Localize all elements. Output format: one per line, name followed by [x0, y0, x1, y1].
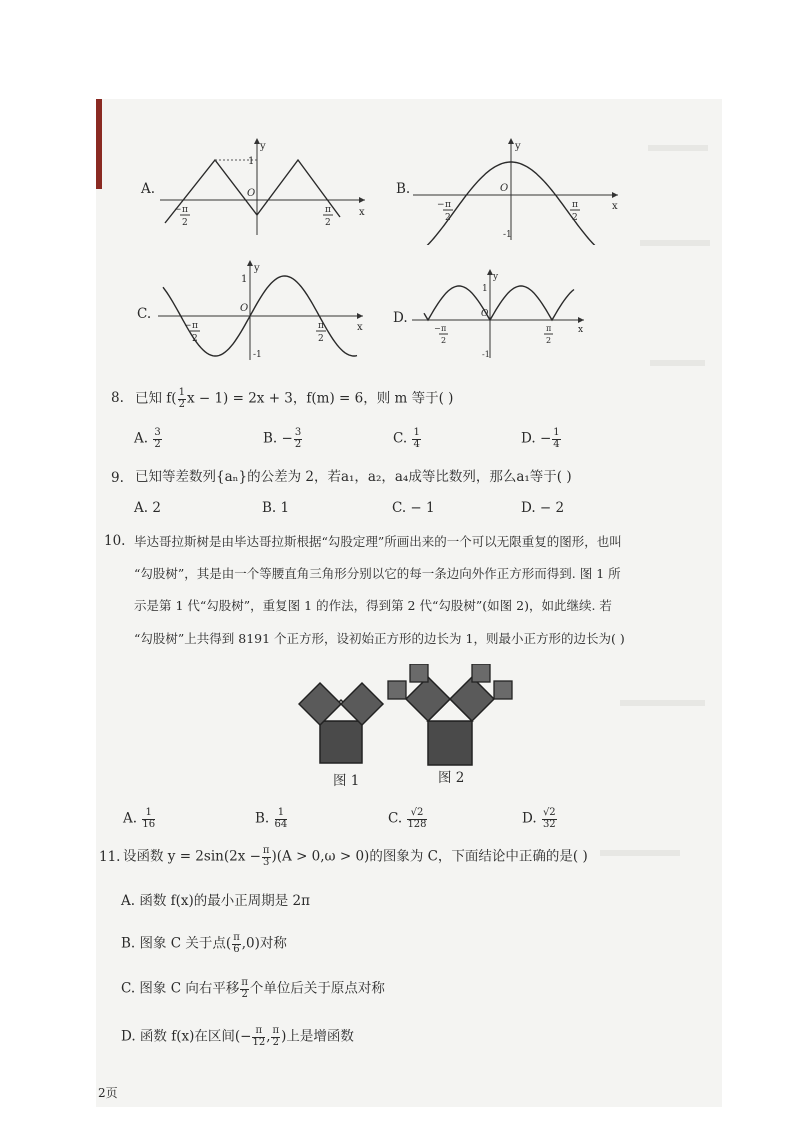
graph-c-x-label: x [357, 322, 363, 333]
graph-d-pi-left: π [441, 324, 447, 333]
graph-a-pi-left: π [182, 205, 188, 215]
graph-d-two-right: 2 [546, 336, 552, 345]
q11-stem: 设函数 y = 2sin(2x − $\frac{\pi}{3}$ )(A > 0,ω > 0)的图象为 C，下面结论中正确的是( ) [123, 845, 588, 868]
graph-a-one: 1 [248, 156, 255, 167]
graph-d-two-left: 2 [441, 336, 447, 345]
bleed-through-text [640, 240, 710, 246]
graph-d-one: 1 [482, 284, 488, 294]
graph-d-origin: O [481, 309, 489, 319]
graph-c-one: 1 [241, 274, 248, 285]
graph-c-pi-right: π [318, 321, 324, 331]
q9-stem: 已知等差数列{aₙ}的公差为 2，若a₁，a₂，a₄成等比数列，那么a₁等于( ) [135, 469, 572, 485]
graph-b-origin: O [500, 183, 509, 194]
graph-d-neg-sign: − [434, 324, 441, 333]
bleed-through-text [650, 360, 705, 366]
q10-option-b: B. $\frac{1}{64}$ [255, 807, 288, 830]
q10-line-2: “勾股树”，其是由一个等腰直角三角形分别以它的每一条边向外作正方形而得到. 图 1 所 [134, 566, 621, 581]
graph-b-letter: B. [396, 181, 411, 197]
graph-b-pi-left: π [445, 200, 451, 210]
q9-number: 9. [111, 470, 124, 486]
figure-1-label: 图 1 [333, 773, 360, 789]
q10-number: 10. [104, 533, 126, 549]
graph-d-letter: D. [393, 310, 408, 326]
graph-a-two-right: 2 [325, 218, 331, 228]
graph-c-origin: O [240, 303, 249, 314]
q10-option-a: A. $\frac{1}{16}$ [123, 807, 156, 830]
q8-option-d: D. − $\frac{1}{4}$ [521, 427, 560, 450]
graph-c-y-label: y [254, 263, 260, 274]
q8-option-a: A. $\frac{3}{2}$ [134, 427, 161, 450]
q10-line-1: 毕达哥拉斯树是由毕达哥拉斯根据“勾股定理”所画出来的一个可以无限重复的图形，也叫 [134, 534, 622, 549]
q10-option-c: C. $\frac{√2}{128}$ [388, 807, 427, 830]
binding-edge [96, 99, 102, 189]
q10-option-d: D. $\frac{√2}{32}$ [522, 807, 556, 830]
graph-d-minus-one: -1 [482, 350, 490, 359]
graph-b [413, 135, 623, 245]
q11-option-b: B. 图象 C 关于点( $\frac{\pi}{6}$ ,0)对称 [121, 932, 287, 955]
graph-c-two-right: 2 [318, 334, 324, 344]
graph-a-two-left: 2 [182, 218, 188, 228]
graph-b-x-label: x [612, 201, 618, 212]
graph-c-neg-sign: − [184, 321, 192, 331]
graph-c-letter: C. [137, 306, 152, 322]
graph-b-neg-sign: − [437, 200, 445, 210]
bleed-through-text [648, 145, 708, 151]
graph-d-x-label: x [578, 325, 584, 335]
graph-a [160, 135, 370, 240]
graph-c-two-left: 2 [192, 334, 198, 344]
graph-a-x-label: x [359, 207, 365, 218]
graph-b-pi-right: π [572, 200, 578, 210]
q11-option-d: D. 函数 f(x)在区间(− $\frac{\pi}{12}$ , $\frac{\pi}{2}$ )上是增函数 [121, 1025, 354, 1048]
graph-a-y-label: y [260, 141, 266, 152]
graph-d-y-label: y [493, 272, 499, 282]
graph-c [158, 258, 368, 363]
q10-line-4: “勾股树”上共得到 8191 个正方形，设初始正方形的边长为 1，则最小正方形的边长为( ) [134, 631, 625, 646]
graph-b-two-left: 2 [445, 213, 451, 223]
q11-option-c: C. 图象 C 向右平移 $\frac{\pi}{2}$ 个单位后关于原点对称 [121, 977, 385, 1000]
bleed-through-text [600, 850, 680, 856]
graph-c-minus-one: -1 [253, 350, 262, 360]
q8-number: 8. [111, 390, 124, 406]
q10-line-3: 示是第 1 代“勾股树”，重复图 1 的作法，得到第 2 代“勾股树”(如图 2)，如此继续. 若 [134, 598, 612, 613]
q11-number: 11. [99, 849, 121, 865]
graph-b-two-right: 2 [572, 213, 578, 223]
figure-2-label: 图 2 [438, 770, 465, 786]
graph-c-pi-left: π [192, 321, 198, 331]
q9-option-b: B. 1 [262, 500, 290, 516]
pythagoras-tree-fig1 [298, 680, 388, 770]
graph-a-letter: A. [141, 181, 156, 197]
q8-option-b: B. − $\frac{3}{2}$ [263, 427, 302, 450]
bleed-through-text [620, 700, 705, 706]
pythagoras-tree-fig2 [385, 664, 515, 772]
q8-option-c: C. $\frac{1}{4}$ [393, 427, 420, 450]
graph-a-pi-right: π [325, 205, 331, 215]
q8-stem: 已知 f( $\frac{1}{2}$ x − 1) = 2x + 3，f(m) = 6，则 m 等于( ) [135, 387, 454, 410]
graph-b-minus-one: -1 [503, 230, 512, 240]
graph-b-y-label: y [515, 141, 521, 152]
graph-a-neg-sign: − [174, 205, 182, 215]
graph-d-pi-right: π [546, 324, 552, 333]
graph-d [412, 268, 592, 363]
q9-option-c: C. − 1 [392, 500, 435, 516]
graph-a-origin: O [247, 188, 256, 199]
page-number: 2页 [98, 1086, 118, 1100]
q11-option-a: A. 函数 f(x)的最小正周期是 2π [121, 893, 311, 909]
q9-option-a: A. 2 [134, 500, 161, 516]
q9-option-d: D. − 2 [521, 500, 565, 516]
